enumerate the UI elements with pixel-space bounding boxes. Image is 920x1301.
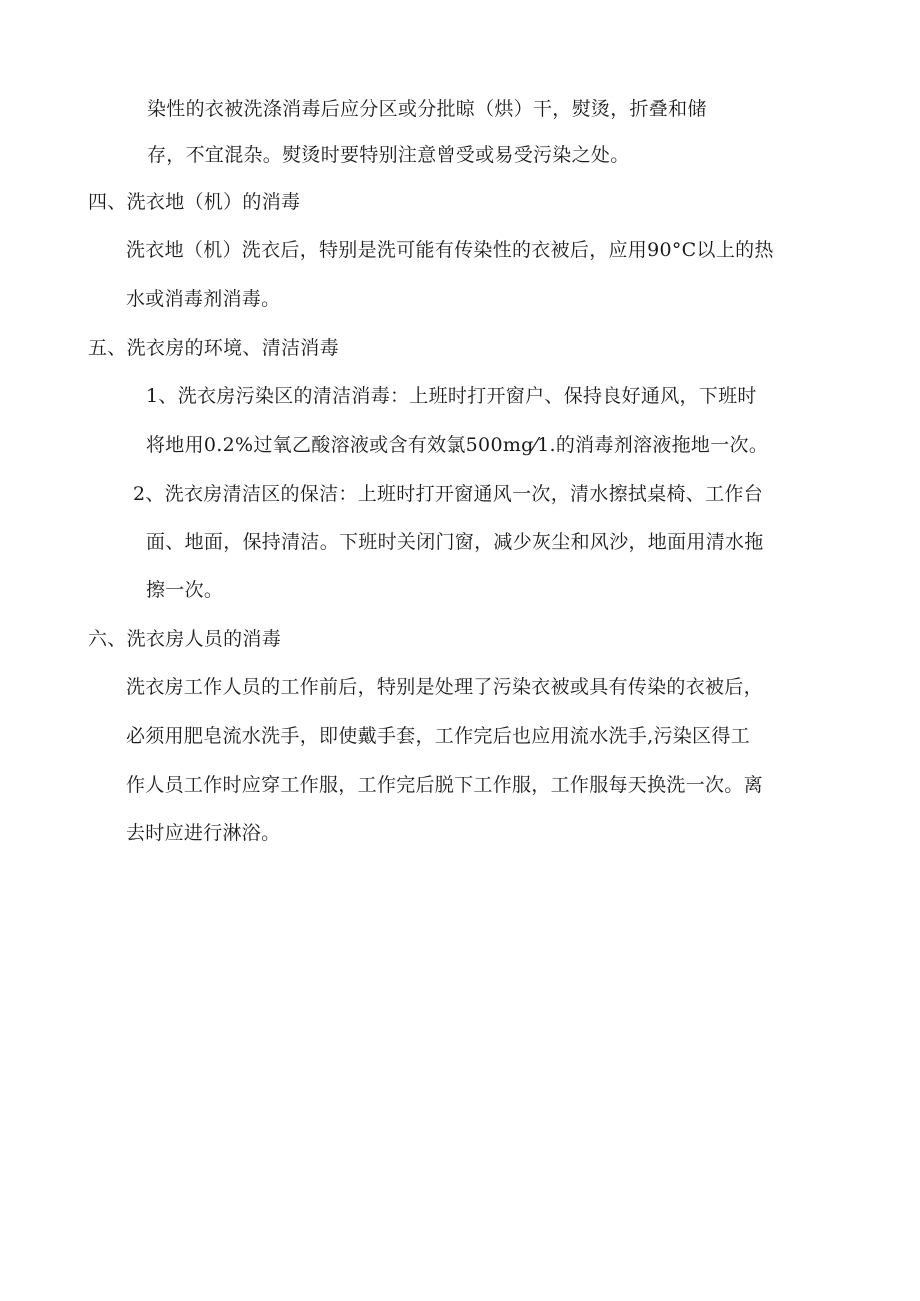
section-heading: 五、洗衣房的环境、清洁消毒: [88, 337, 339, 359]
paragraph-line: 洗衣地（机）洗衣后，特别是洗可能有传染性的衣被后，应用90°C以上的热: [126, 239, 774, 261]
list-item-line: 2、洗衣房清洁区的保洁：上班时打开窗通风一次，清水擦拭桌椅、工作台: [133, 483, 763, 505]
paragraph-line: 存，不宜混杂。熨烫时要特别注意曾受或易受污染之处。: [147, 144, 630, 166]
paragraph-line: 必须用肥皂流水洗手，即使戴手套，工作完后也应用流水洗手,污染区得工: [126, 725, 750, 747]
section-heading: 六、洗衣房人员的消毒: [88, 628, 282, 650]
list-item-line: 擦一次。: [146, 579, 224, 601]
paragraph-line: 染性的衣被洗涤消毒后应分区或分批晾（烘）干，熨烫，折叠和储: [147, 98, 707, 120]
paragraph-line: 去时应进行淋浴。: [126, 822, 281, 844]
paragraph-line: 作人员工作时应穿工作服，工作完后脱下工作服，工作服每天换洗一次。离: [126, 774, 763, 796]
list-item-line: 面、地面，保持清洁。下班时关闭门窗，减少灰尘和风沙，地面用清水拖: [146, 531, 764, 553]
list-item-line: 1、洗衣房污染区的清洁消毒：上班时打开窗户、保持良好通风，下班时: [146, 385, 757, 407]
paragraph-line: 洗衣房工作人员的工作前后，特别是处理了污染衣被或具有传染的衣被后，: [126, 676, 763, 698]
paragraph-line: 水或消毒剂消毒。: [126, 288, 281, 310]
list-item-line: 将地用0.2%过氧乙酸溶液或含有效氯500mg⁄1.的消毒剂溶液拖地一次。: [146, 434, 769, 456]
section-heading: 四、洗衣地（机）的消毒: [88, 191, 301, 213]
